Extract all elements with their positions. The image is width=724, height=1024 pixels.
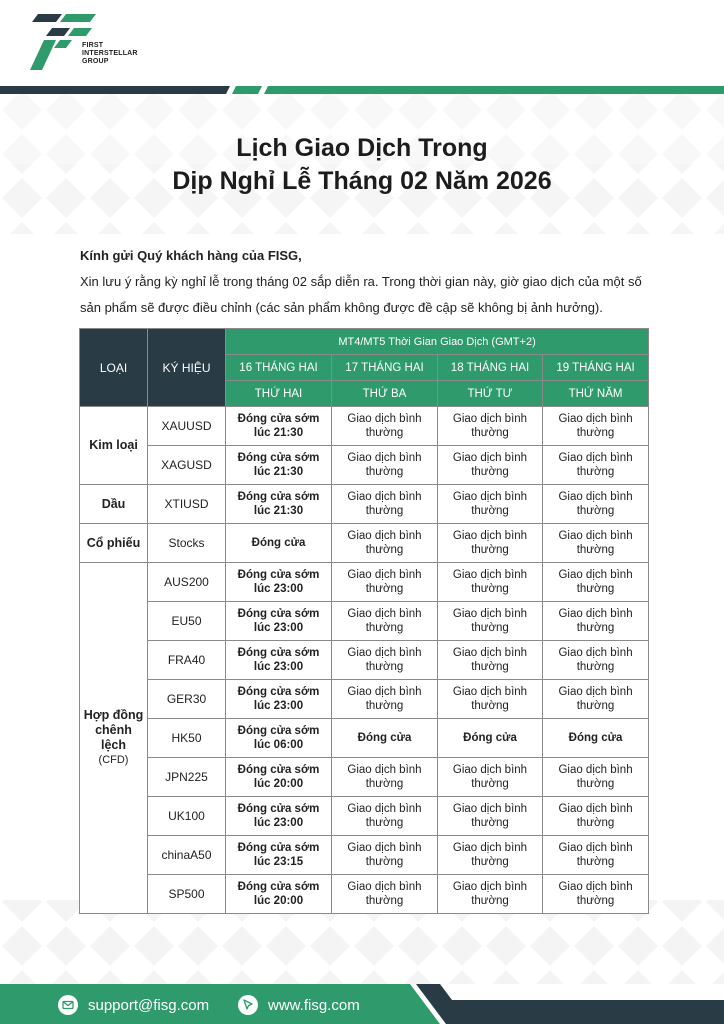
symbol-cell: GER30 [148,680,226,719]
holiday-schedule-table [79,328,649,914]
status-cell: Giao dịch bình thường [438,641,543,680]
status-cell: Giao dịch bình thường [332,524,438,563]
status-cell: Giao dịch bình thường [543,524,649,563]
symbol-cell: Stocks [148,524,226,563]
status-cell: Đóng cửa [438,719,543,758]
category-stocks: Cổ phiếu [80,524,148,563]
status-cell: Giao dịch bình thường [332,407,438,446]
status-cell: Giao dịch bình thường [543,446,649,485]
footer-email-text[interactable]: support@fisg.com [88,996,210,1014]
status-cell: Giao dịch bình thường [438,758,543,797]
status-cell: Giao dịch bình thường [332,836,438,875]
status-cell: Giao dịch bình thường [332,641,438,680]
table-row [80,875,649,914]
header-date-2: 17 THÁNG HAI [332,355,438,381]
title-line-1: Lịch Giao Dịch Trong [236,134,488,162]
category-oil: Dầu [80,485,148,524]
header-symbol: KÝ HIỆU [148,329,226,407]
status-cell: Giao dịch bình thường [332,602,438,641]
header-type: LOẠI [80,329,148,407]
status-cell: Đóng cửa sớm lúc 20:00 [226,758,332,797]
table-row [80,563,649,602]
status-cell: Giao dịch bình thường [543,797,649,836]
table-row [80,446,649,485]
status-cell: Giao dịch bình thường [543,563,649,602]
logo-text [82,42,152,66]
status-cell: Giao dịch bình thường [438,446,543,485]
status-cell: Đóng cửa sớm lúc 06:00 [226,719,332,758]
status-cell: Đóng cửa sớm lúc 23:00 [226,797,332,836]
footer-website[interactable] [238,994,360,1016]
table-row [80,836,649,875]
category-metals: Kim loại [80,407,148,485]
status-cell: Đóng cửa [332,719,438,758]
title-line-2: Dịp Nghỉ Lễ Tháng 02 Năm 2026 [172,167,552,195]
table-row [80,602,649,641]
symbol-cell: XAGUSD [148,446,226,485]
category-cfd-label: Hợp đồng chênh lệch [83,708,144,752]
status-cell: Đóng cửa [226,524,332,563]
status-cell: Đóng cửa sớm lúc 23:00 [226,563,332,602]
status-cell: Đóng cửa sớm lúc 23:15 [226,836,332,875]
status-cell: Đóng cửa sớm lúc 23:00 [226,602,332,641]
greeting: Kính gửi Quý khách hàng của FISG, [80,248,302,263]
status-cell: Đóng cửa sớm lúc 21:30 [226,485,332,524]
symbol-cell: JPN225 [148,758,226,797]
symbol-cell: HK50 [148,719,226,758]
header-weekday-4: THỨ NĂM [543,381,649,407]
status-cell: Giao dịch bình thường [543,875,649,914]
footer [0,984,724,1024]
status-cell: Đóng cửa [543,719,649,758]
symbol-cell: SP500 [148,875,226,914]
table-row [80,407,649,446]
intro-body: Xin lưu ý rằng kỳ nghỉ lễ trong tháng 02 sắp diễn ra. Trong thời gian này, giờ giao dịch của một số sản phẩm sẽ được điều chỉnh (các sản phẩm không được đề cập sẽ không bị ảnh hưởng). [80,274,642,315]
status-cell: Giao dịch bình thường [438,602,543,641]
footer-email[interactable] [58,994,209,1016]
status-cell: Đóng cửa sớm lúc 23:00 [226,680,332,719]
status-cell: Giao dịch bình thường [543,758,649,797]
page-title [0,132,724,198]
header-date-4: 19 THÁNG HAI [543,355,649,381]
status-cell: Giao dịch bình thường [332,797,438,836]
status-cell: Giao dịch bình thường [438,797,543,836]
status-cell: Giao dịch bình thường [332,680,438,719]
symbol-cell: UK100 [148,797,226,836]
status-cell: Giao dịch bình thường [543,641,649,680]
symbol-cell: AUS200 [148,563,226,602]
status-cell: Giao dịch bình thường [332,758,438,797]
status-cell: Giao dịch bình thường [438,836,543,875]
status-cell: Giao dịch bình thường [438,524,543,563]
footer-website-text[interactable]: www.fisg.com [268,996,360,1014]
symbol-cell: FRA40 [148,641,226,680]
status-cell: Giao dịch bình thường [332,563,438,602]
status-cell: Giao dịch bình thường [543,485,649,524]
table-row [80,797,649,836]
status-cell: Giao dịch bình thường [438,680,543,719]
status-cell: Giao dịch bình thường [543,602,649,641]
header-weekday-1: THỨ HAI [226,381,332,407]
header-weekday-2: THỨ BA [332,381,438,407]
table-row [80,719,649,758]
logo-line-3: GROUP [82,58,109,65]
logo-line-1: FIRST [82,42,104,49]
status-cell: Đóng cửa sớm lúc 21:30 [226,407,332,446]
status-cell: Giao dịch bình thường [332,485,438,524]
symbol-cell: XTIUSD [148,485,226,524]
table-row [80,524,649,563]
symbol-cell: XAUUSD [148,407,226,446]
table-row [80,485,649,524]
status-cell: Giao dịch bình thường [543,836,649,875]
table-row [80,758,649,797]
status-cell: Giao dịch bình thường [438,407,543,446]
header-date-1: 16 THÁNG HAI [226,355,332,381]
status-cell: Giao dịch bình thường [438,875,543,914]
status-cell: Giao dịch bình thường [332,875,438,914]
status-cell: Đóng cửa sớm lúc 23:00 [226,641,332,680]
header-trading-time: MT4/MT5 Thời Gian Giao Dịch (GMT+2) [226,329,649,355]
status-cell: Đóng cửa sớm lúc 21:30 [226,446,332,485]
status-cell: Giao dịch bình thường [543,407,649,446]
status-cell: Giao dịch bình thường [438,485,543,524]
status-cell: Giao dịch bình thường [438,563,543,602]
logo-line-2: INTERSTELLAR [82,50,138,57]
category-cfd-sub: (CFD) [98,754,129,766]
intro-text [80,243,660,321]
category-cfd [80,563,148,914]
table-row [80,680,649,719]
status-cell: Giao dịch bình thường [332,446,438,485]
symbol-cell: chinaA50 [148,836,226,875]
status-cell: Đóng cửa sớm lúc 20:00 [226,875,332,914]
header-weekday-3: THỨ TƯ [438,381,543,407]
cursor-icon [238,995,258,1015]
mail-icon [58,995,78,1015]
status-cell: Giao dịch bình thường [543,680,649,719]
header-date-3: 18 THÁNG HAI [438,355,543,381]
table-row [80,641,649,680]
symbol-cell: EU50 [148,602,226,641]
header-stripe [0,86,724,94]
